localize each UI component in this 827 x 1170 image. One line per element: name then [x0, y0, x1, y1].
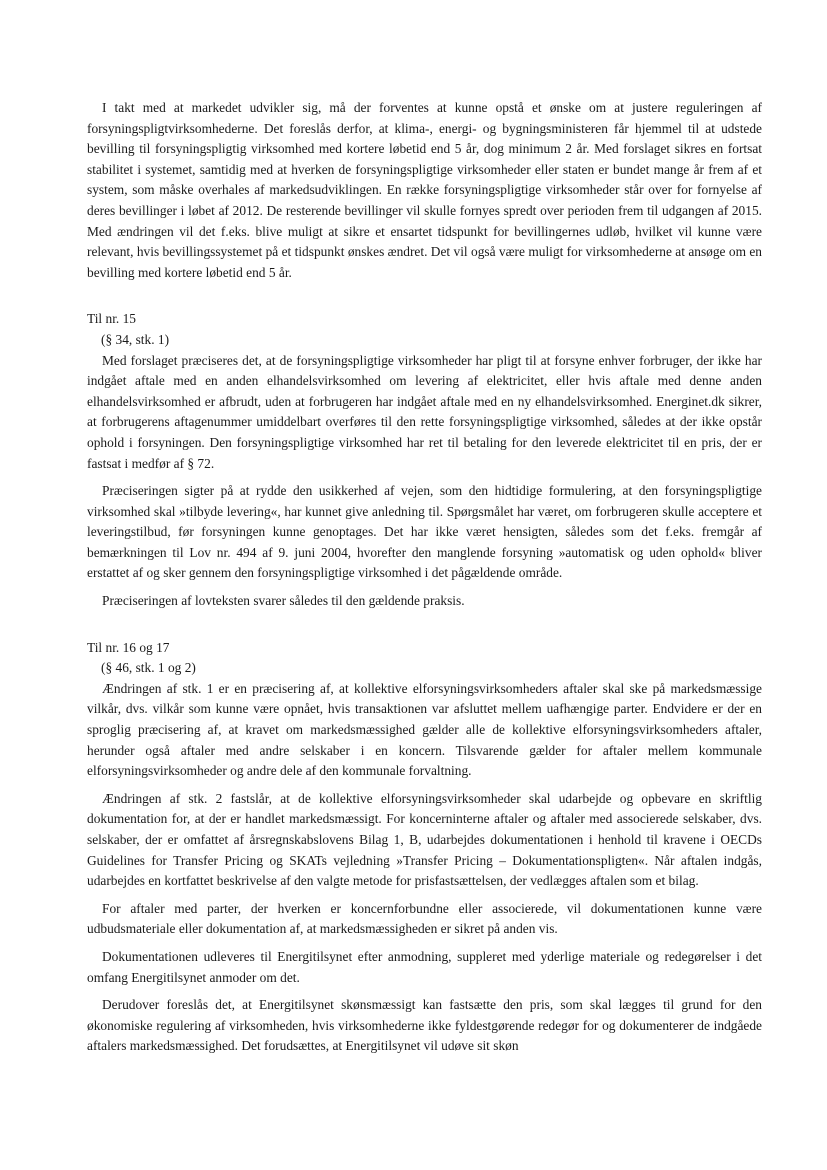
section-reference: (§ 34, stk. 1) [101, 331, 170, 347]
section-paragraph: For aftaler med parter, der hverken er koncernforbundne eller associerede, vil dokumentationen kunne være udbudsmateriale eller dokumentation af, at markedsmæssigheden er sikret på anden vis. [87, 900, 762, 937]
section-paragraph: Dokumentationen udleveres til Energitilsynet efter anmodning, suppleret med yderlige materiale og redegørelser i det omfang Energitilsynet anmoder om det. [87, 948, 762, 985]
intro-paragraph: I takt med at markedet udvikler sig, må der forventes at kunne opstå et ønske om at justere reguleringen af forsyningspligtvirksomhederne. Det foreslås derfor, at klima-, energi- og bygningsministeren får hjemmel til at udstede bevilling til forsyningspligtig virksomhed med kortere løbetid end 5 år, dog minimum 2 år. Med forslaget sikres en fortsat stabilitet i systemet, samtidig med at hverken de forsyningspligtige virksomheder eller staten er bundet mange år frem af et system, som måske overhales af markedsudviklingen. En række forsyningspligtige virksomheder står over for fornyelse af deres bevillinger i løbet af 2012. De resterende bevillinger vil skulle fornyes spredt over perioden frem til udgangen af 2015. Med ændringen vil det f.eks. blive muligt at sikre et ensartet tidspunkt for bevillingernes udløb, hvilket vil kunne være relevant, hvis bevillingssystemet på et tidspunkt ønskes ændret. Det vil også være muligt for virksomhederne at ansøge om en bevilling med kortere løbetid end 5 år. [87, 100, 762, 280]
section-heading-nr-16-17 [87, 638, 762, 679]
section-paragraph: Præciseringen af lovteksten svarer således til den gældende praksis. [102, 593, 465, 609]
section-title: Til nr. 15 [87, 311, 136, 327]
document-body [87, 98, 762, 1057]
section-paragraph: Med forslaget præciseres det, at de forsyningspligtige virksomheder har pligt til at forsyne enhver forbruger, der ikke har indgået aftale med en anden elhandelsvirksomhed om levering af elektricitet, eller hvis aftale med denne anden elhandelsvirksomhed er afbrudt, uden at forbrugeren har indgået aftale med en ny elhandelsvirksomhed. Energinet.dk sikrer, at forbrugerens aftagenummer umiddelbart overføres til den rette forsyningspligtige virksomhed, således at der ikke opstår ophold i forsyningen. Den forsyningspligtige virksomhed har ret til betaling for den leverede elektricitet til en pris, der er fastsat i medfør af § 72. [87, 352, 762, 471]
section-paragraph: Ændringen af stk. 1 er en præcisering af, at kollektive elforsyningsvirksomheders aftaler skal ske på markedsmæssige vilkår, dvs. vilkår som kunne være opnået, hvis transaktionen var afsluttet mellem uafhængige parter. Endvidere er der en sproglig præcisering af, at kravet om markedsmæssighed gælder alle de kollektive elforsyningsvirksomheders aftaler, herunder også aftaler med andre selskaber i en koncern. Tilsvarende gælder for aftaler mellem kommunale elforsyningsvirksomheder og andre dele af den kommunale forvaltning. [87, 680, 762, 779]
section-title: Til nr. 16 og 17 [87, 639, 170, 655]
section-paragraph: Derudover foreslås det, at Energitilsynet skønsmæssigt kan fastsætte den pris, som skal lægges til grund for den økonomiske regulering af virksomheden, hvis virksomhederne ikke fyldestgørende redegør for og dokumenterer de indgåede aftalers markedsmæssighed. Det forudsættes, at Energitilsynet vil udøve sit skøn [87, 997, 762, 1054]
section-paragraph: Præciseringen sigter på at rydde den usikkerhed af vejen, som den hidtidige formulering, at den forsyningspligtige virksomhed skal »tilbyde levering«, har kunnet give anledning til. Spørgsmålet har været, om forbrugeren skulle acceptere et leveringstilbud, før forsyningen kunne genoptages. Det har ikke været hensigten, således som det f.eks. fremgår af bemærkningen til Lov nr. 494 af 9. juni 2004, hvorefter den manglende forsyning »automatisk og uden ophold« bliver erstattet af og sker gennem den forsyningspligtige virksomhed i det pågældende område. [87, 483, 762, 581]
section-paragraph: Ændringen af stk. 2 fastslår, at de kollektive elforsyningsvirksomheder skal udarbejde og opbevare en skriftlig dokumentation for, at der er handlet markedsmæssigt. For koncerninterne aftaler og aftaler med associerede selskaber, dvs. selskaber, der er omfattet af årsregnskabslovens Bilag 1, B, udarbejdes dokumentationen i henhold til kravene i OECDs Guidelines for Transfer Pricing og SKATs vejledning »Transfer Pricing – Dokumentationspligten«. Når aftalen indgås, udarbejdes en kortfattet beskrivelse af den valgte metode for prisfastsættelsen, der vedlægges aftalen som et bilag. [87, 790, 762, 889]
section-reference: (§ 46, stk. 1 og 2) [101, 660, 196, 676]
section-heading-nr-15 [87, 309, 762, 350]
